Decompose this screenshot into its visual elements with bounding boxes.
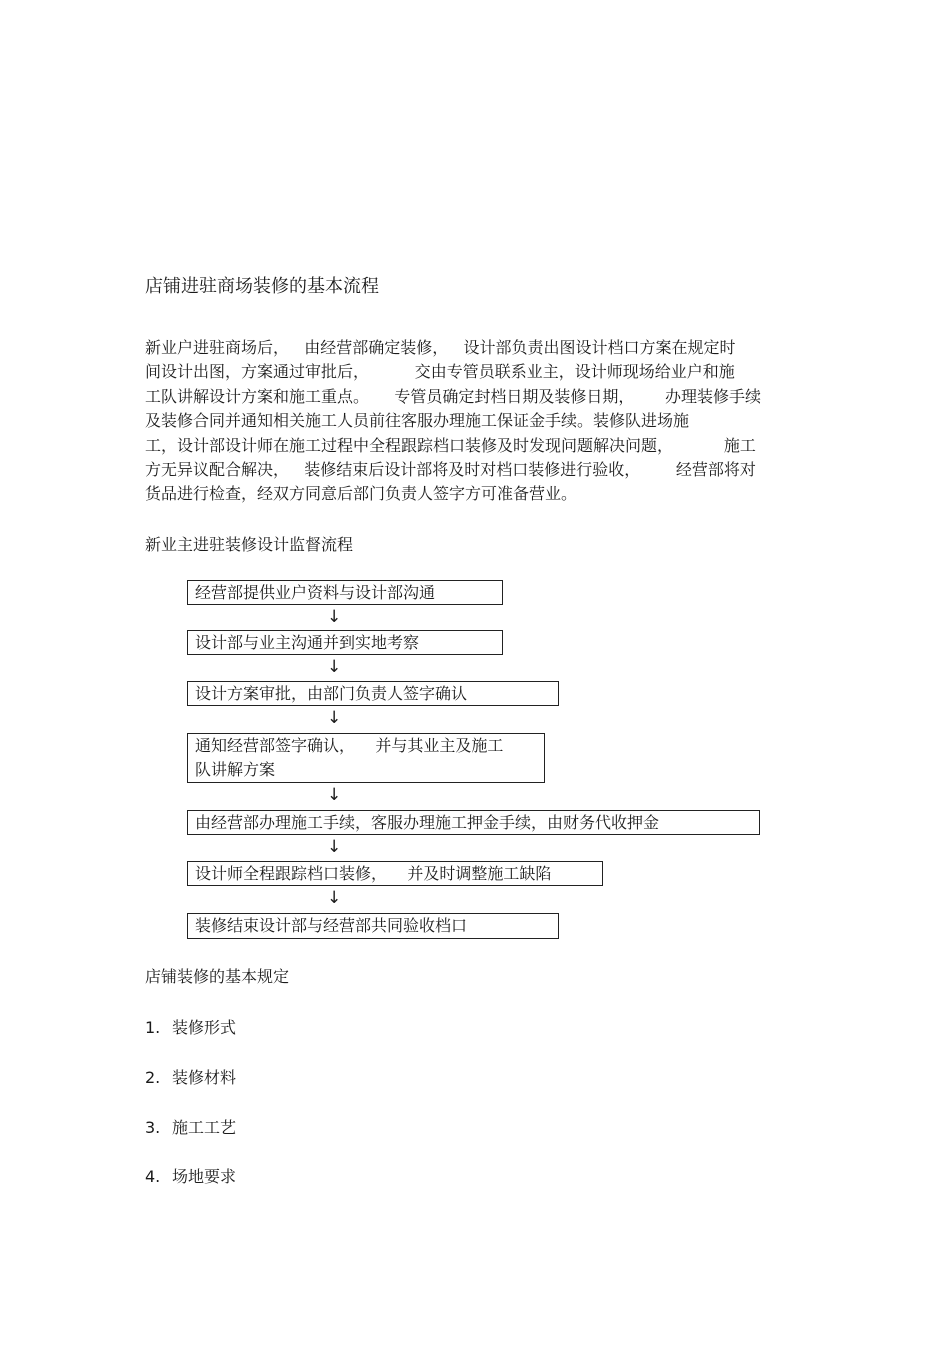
paragraph-line: 新业户进驻商场后， 由经营部确定装修， 设计部负责出图设计档口方案在规定时 — [145, 338, 736, 357]
intro-paragraph — [145, 336, 810, 507]
flow-step-3: 设计方案审批，由部门负责人签字确认 — [187, 681, 559, 706]
down-arrow-icon: ↓ — [327, 607, 342, 627]
paragraph-line: 工队讲解设计方案和施工重点。 专管员确定封档日期及装修日期， 办理装修手续 — [145, 386, 761, 406]
rule-number: 4. — [145, 1167, 161, 1186]
flow-step-4: 通知经营部签字确认， 并与其业主及施工 队讲解方案 — [187, 733, 545, 783]
rule-text: 施工工艺 — [172, 1118, 237, 1137]
rule-item — [145, 1166, 236, 1188]
down-arrow-icon: ↓ — [327, 888, 342, 908]
rule-item — [145, 1117, 236, 1139]
paragraph-line: 间设计出图，方案通过审批后， 交由专管员联系业主，设计师现场给业户和施 — [145, 362, 735, 382]
down-arrow-icon: ↓ — [327, 837, 342, 857]
down-arrow-icon: ↓ — [327, 708, 342, 728]
flow-step-1: 经营部提供业户资料与设计部沟通 — [187, 580, 503, 605]
flow-title: 新业主进驻装修设计监督流程 — [145, 535, 354, 554]
paragraph-line: 方无异议配合解决， 装修结束后设计部将及时对档口装修进行验收， 经营部将对 — [145, 459, 756, 479]
paragraph-line: 工，设计部设计师在施工过程中全程跟踪档口装修及时发现问题解决问题， 施工 — [145, 435, 756, 455]
rule-number: 1. — [145, 1018, 161, 1037]
paragraph-line: 货品进行检查，经双方同意后部门负责人签字方可准备营业。 — [145, 484, 578, 504]
rule-number: 2. — [145, 1068, 161, 1087]
flow-step-6: 设计师全程跟踪档口装修， 并及时调整施工缺陷 — [187, 861, 603, 886]
flow-step-2: 设计部与业主沟通并到实地考察 — [187, 630, 503, 655]
down-arrow-icon: ↓ — [327, 657, 342, 677]
rule-item — [145, 1017, 236, 1039]
paragraph-line: 及装修合同并通知相关施工人员前往客服办理施工保证金手续。装修队进场施 — [145, 411, 690, 431]
rule-number: 3. — [145, 1118, 161, 1137]
rule-text: 装修形式 — [172, 1018, 237, 1037]
flow-step-7: 装修结束设计部与经营部共同验收档口 — [187, 913, 559, 939]
rule-text: 装修材料 — [172, 1068, 237, 1087]
rule-item — [145, 1067, 236, 1089]
rule-text: 场地要求 — [172, 1167, 237, 1186]
down-arrow-icon: ↓ — [327, 785, 342, 805]
document-title: 店铺进驻商场装修的基本流程 — [145, 276, 379, 297]
flow-step-5: 由经营部办理施工手续，客服办理施工押金手续，由财务代收押金 — [187, 810, 760, 835]
rules-title: 店铺装修的基本规定 — [145, 967, 290, 986]
